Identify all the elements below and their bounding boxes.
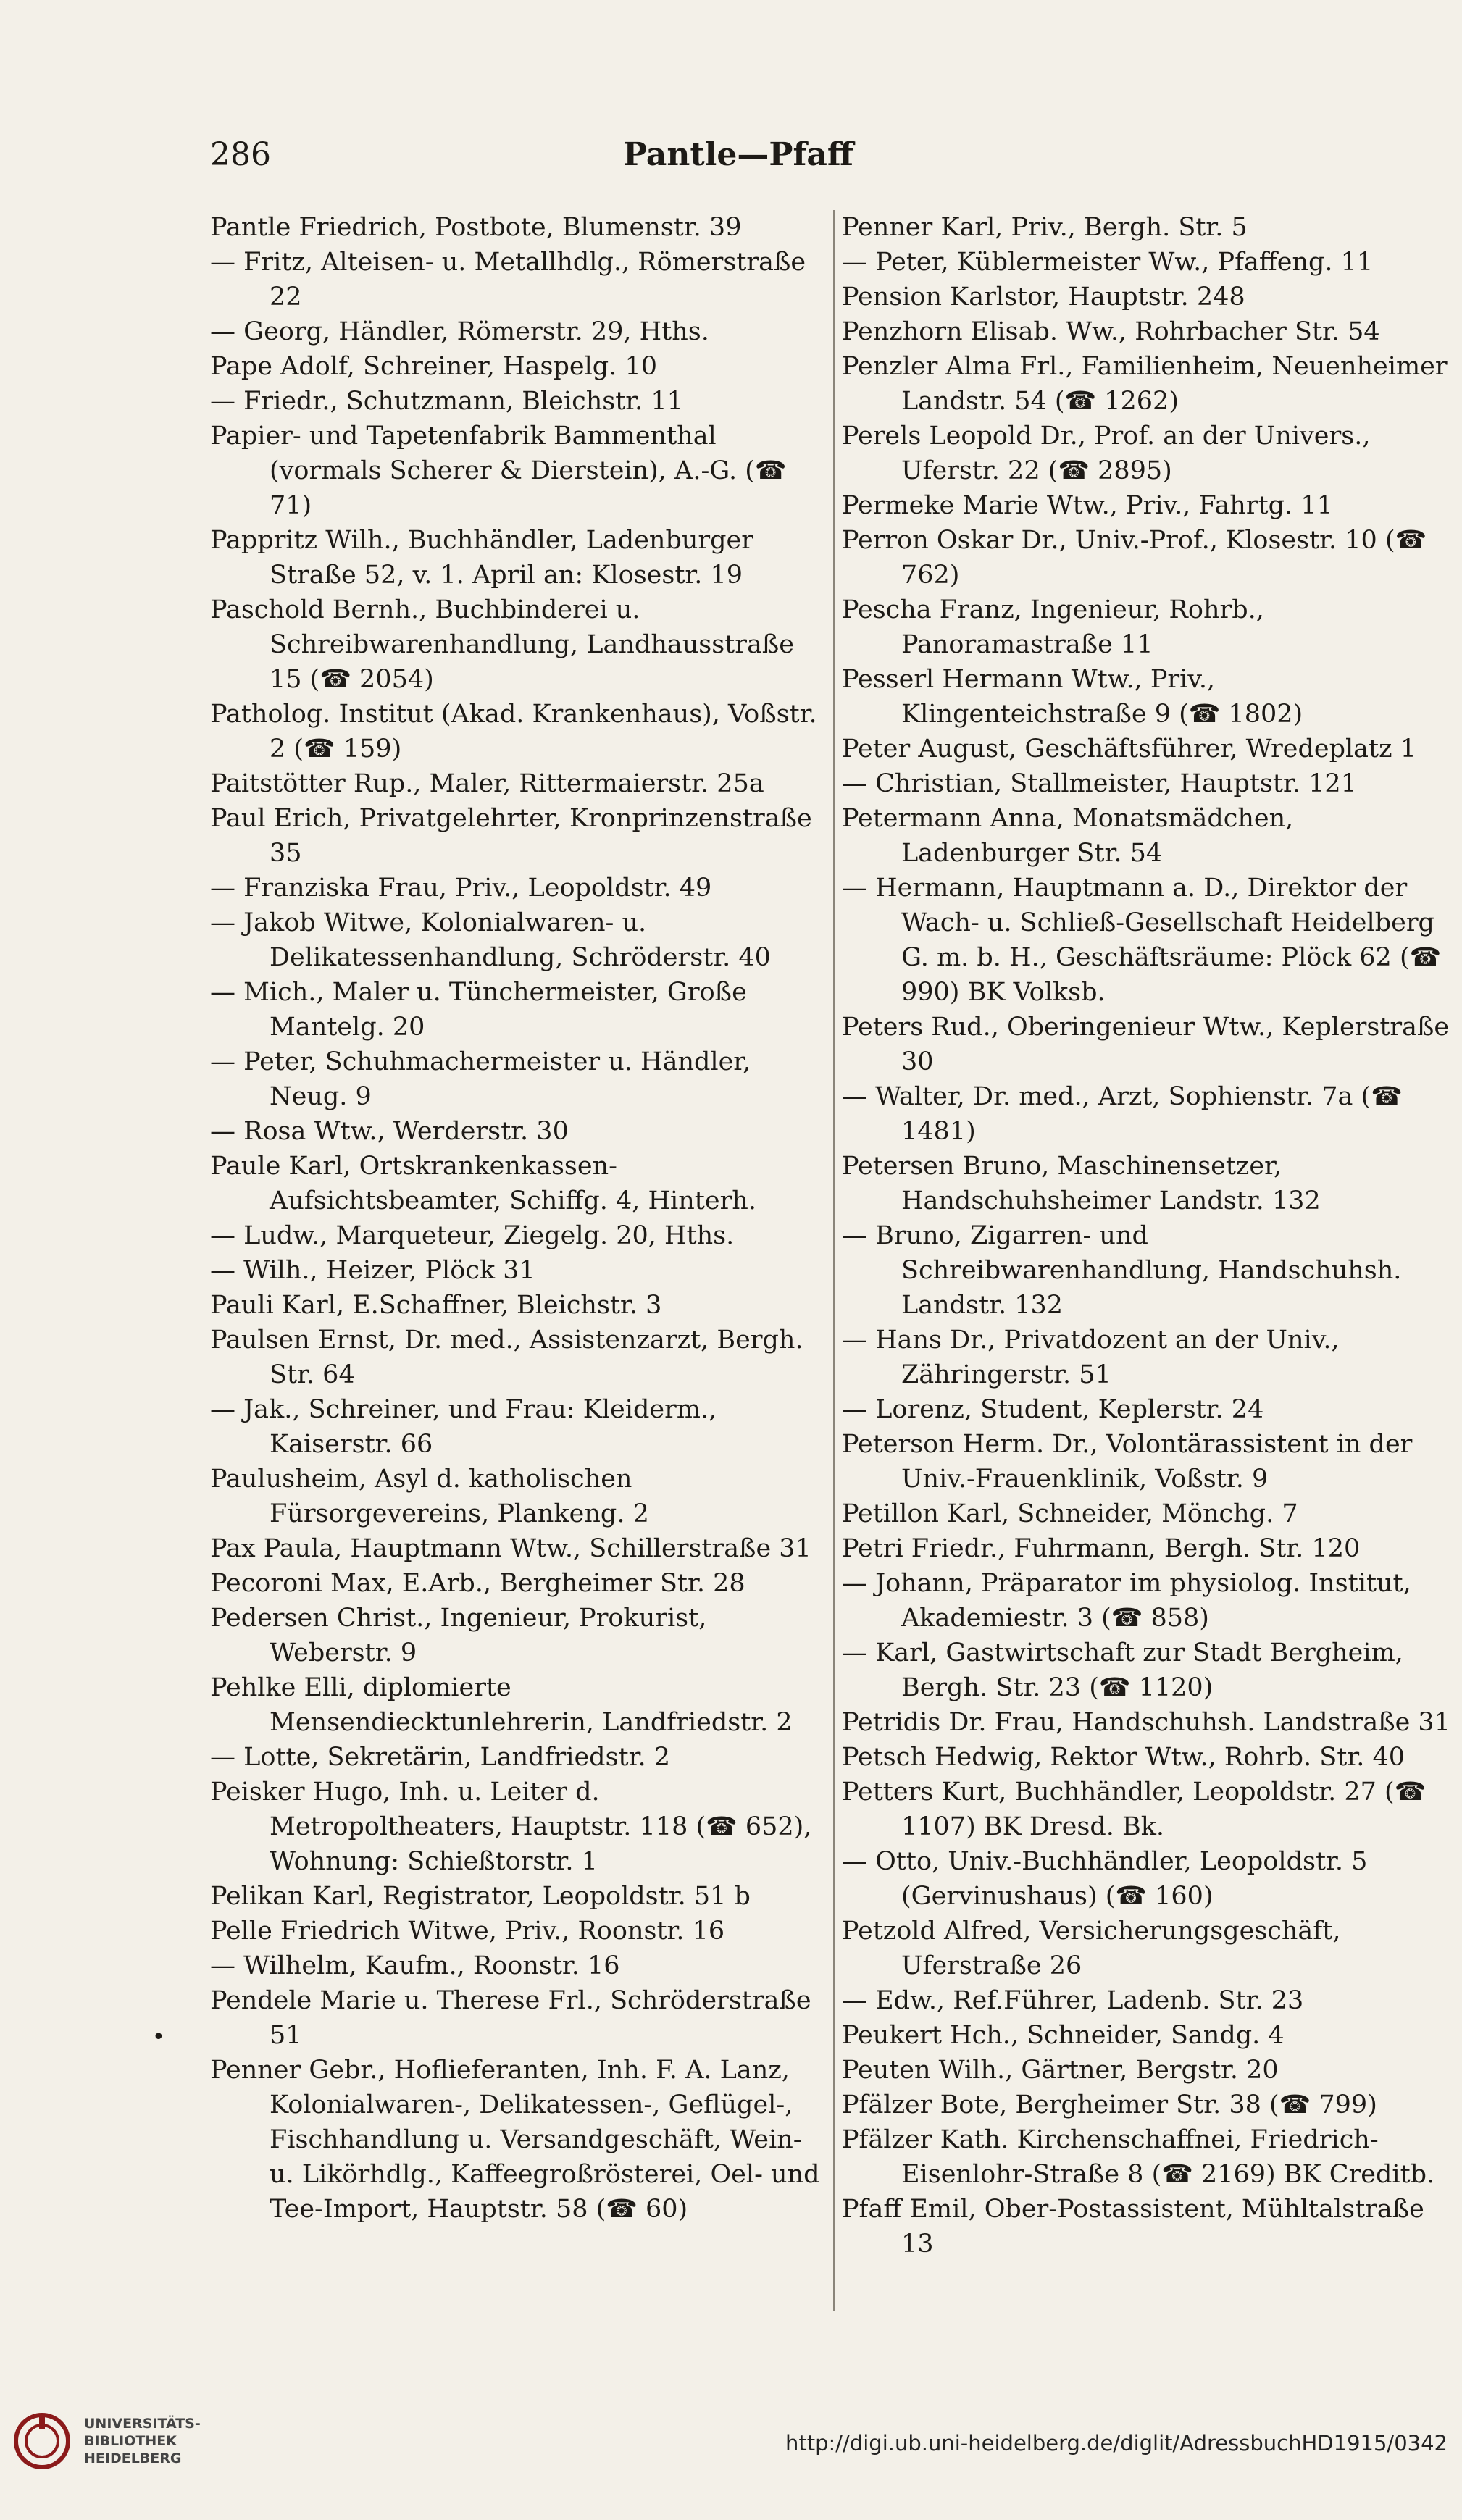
directory-entry: — Wilh., Heizer, Plöck 31 (210, 1256, 535, 1285)
directory-entry: Pecoroni Max, E.Arb., Bergheimer Str. 28 (210, 1569, 745, 1598)
right-column (842, 210, 1450, 2261)
directory-entry: Paitstötter Rup., Maler, Rittermaierstr. 25a (210, 769, 764, 798)
directory-entry: — Karl, Gastwirtschaft zur Stadt Bergheim, Bergh. Str. 23 (☎ 1120) (842, 1638, 1403, 1702)
directory-entry: Paschold Bernh., Buchbinderei u. Schreibwarenhandlung, Landhausstraße 15 (☎ 2054) (210, 595, 794, 694)
directory-entry: Pedersen Christ., Ingenieur, Prokurist, Weberstr. 9 (210, 1604, 707, 1667)
directory-entry: Petridis Dr. Frau, Handschuhsh. Landstraße 31 (842, 1708, 1450, 1737)
directory-entry: — Lotte, Sekretärin, Landfriedstr. 2 (210, 1743, 671, 1772)
directory-entry: — Jak., Schreiner, und Frau: Kleiderm., Kaiserstr. 66 (210, 1395, 717, 1459)
directory-entry: Peterson Herm. Dr., Volontärassistent in der Univ.-Frauenklinik, Voßstr. 9 (842, 1430, 1413, 1494)
directory-entry: — Bruno, Zigarren- und Schreibwarenhandlung, Handschuhsh. Landstr. 132 (842, 1221, 1402, 1320)
library-logo[interactable] (13, 2412, 201, 2470)
directory-entry: — Otto, Univ.-Buchhändler, Leopoldstr. 5 (Gervinushaus) (☎ 160) (842, 1847, 1368, 1911)
directory-entry: — Mich., Maler u. Tünchermeister, Große Mantelg. 20 (210, 978, 747, 1042)
directory-entry: Paulsen Ernst, Dr. med., Assistenzarzt, Bergh. Str. 64 (210, 1326, 803, 1389)
directory-entry: Permeke Marie Wtw., Priv., Fahrtg. 11 (842, 491, 1333, 520)
running-head: Pantle—Pfaff (622, 136, 854, 173)
directory-entry: — Jakob Witwe, Kolonialwaren- u. Delikatessenhandlung, Schröderstr. 40 (210, 908, 771, 972)
directory-entry: — Friedr., Schutzmann, Bleichstr. 11 (210, 387, 683, 416)
library-seal-icon (13, 2412, 71, 2470)
directory-entry: — Hermann, Hauptmann a. D., Direktor der Wach- u. Schließ-Gesellschaft Heidelberg G. m. b. H., Geschäftsräume: Plöck 62 (☎ 990) BK Volksb. (842, 874, 1442, 1007)
directory-entry: Pappritz Wilh., Buchhändler, Ladenburger Straße 52, v. 1. April an: Klosestr. 19 (210, 526, 753, 590)
directory-entry: Peukert Hch., Schneider, Sandg. 4 (842, 2021, 1285, 2050)
directory-entry: Pehlke Elli, diplomierte Mensendiecktunlehrerin, Landfriedstr. 2 (210, 1673, 793, 1737)
directory-entry: Petersen Bruno, Maschinensetzer, Handschuhsheimer Landstr. 132 (842, 1152, 1321, 1215)
directory-entry: Peuten Wilh., Gärtner, Bergstr. 20 (842, 2056, 1279, 2085)
directory-entry: — Peter, Schuhmachermeister u. Händler, Neug. 9 (210, 1047, 751, 1111)
directory-entry: Pelikan Karl, Registrator, Leopoldstr. 51 b (210, 1882, 751, 1911)
directory-entry: Pfaff Emil, Ober-Postassistent, Mühltalstraße 13 (842, 2195, 1424, 2259)
directory-entry: Penner Gebr., Hoflieferanten, Inh. F. A. Lanz, Kolonialwaren-, Delikatessen-, Geflügel-, Fischhandlung u. Versandgeschäft, Wein- u. Likörhdlg., Kaffeegroßrösterei, Oel- und Tee-Import, Hauptstr. 58 (☎ 60) (210, 2056, 820, 2224)
directory-entry: Petri Friedr., Fuhrmann, Bergh. Str. 120 (842, 1534, 1361, 1563)
margin-mark: • (152, 2025, 165, 2050)
directory-entry: Penner Karl, Priv., Bergh. Str. 5 (842, 213, 1248, 242)
directory-entry: Petillon Karl, Schneider, Mönchg. 7 (842, 1499, 1298, 1528)
library-name: UNIVERSITÄTS- BIBLIOTHEK HEIDELBERG (84, 2416, 201, 2466)
directory-entry: Penzler Alma Frl., Familienheim, Neuenheimer Landstr. 54 (☎ 1262) (842, 352, 1448, 416)
directory-entry: Paulusheim, Asyl d. katholischen Fürsorgevereins, Plankeng. 2 (210, 1465, 649, 1528)
directory-entry: Pantle Friedrich, Postbote, Blumenstr. 39 (210, 213, 742, 242)
directory-entry: — Ludw., Marqueteur, Ziegelg. 20, Hths. (210, 1221, 735, 1250)
source-url[interactable]: http://digi.ub.uni-heidelberg.de/diglit/AdressbuchHD1915/0342 (785, 2431, 1448, 2456)
directory-entry: Pfälzer Bote, Bergheimer Str. 38 (☎ 799) (842, 2090, 1377, 2119)
directory-entry: Pension Karlstor, Hauptstr. 248 (842, 282, 1245, 311)
directory-entry: Pelle Friedrich Witwe, Priv., Roonstr. 16 (210, 1917, 725, 1946)
directory-entry: — Lorenz, Student, Keplerstr. 24 (842, 1395, 1264, 1424)
directory-entry: Papier- und Tapetenfabrik Bammenthal (vormals Scherer & Dierstein), A.-G. (☎ 71) (210, 422, 787, 520)
directory-entry: Pape Adolf, Schreiner, Haspelg. 10 (210, 352, 657, 381)
directory-entry: Petzold Alfred, Versicherungsgeschäft, Uferstraße 26 (842, 1917, 1341, 1980)
directory-entry: Pesserl Hermann Wtw., Priv., Klingenteichstraße 9 (☎ 1802) (842, 665, 1303, 729)
directory-entry: — Wilhelm, Kaufm., Roonstr. 16 (210, 1951, 620, 1980)
directory-entry: Patholog. Institut (Akad. Krankenhaus), Voßstr. 2 (☎ 159) (210, 700, 817, 763)
directory-entry: — Franziska Frau, Priv., Leopoldstr. 49 (210, 874, 712, 903)
directory-entry: — Fritz, Alteisen- u. Metallhdlg., Römerstraße 22 (210, 248, 806, 311)
directory-entry: Petermann Anna, Monatsmädchen, Ladenburger Str. 54 (842, 804, 1294, 868)
directory-entry: Petsch Hedwig, Rektor Wtw., Rohrb. Str. 40 (842, 1743, 1405, 1772)
directory-entry: — Hans Dr., Privatdozent an der Univ., Zähringerstr. 51 (842, 1326, 1340, 1389)
directory-entry: Perron Oskar Dr., Univ.-Prof., Klosestr. 10 (☎ 762) (842, 526, 1427, 590)
directory-entry: — Peter, Küblermeister Ww., Pfaffeng. 11 (842, 248, 1374, 277)
directory-entry: — Walter, Dr. med., Arzt, Sophienstr. 7a (☎ 1481) (842, 1082, 1403, 1146)
footer (0, 2412, 1462, 2499)
directory-entry: — Rosa Wtw., Werderstr. 30 (210, 1117, 569, 1146)
directory-entry: — Edw., Ref.Führer, Ladenb. Str. 23 (842, 1986, 1304, 2015)
directory-entry: Pax Paula, Hauptmann Wtw., Schillerstraße 31 (210, 1534, 811, 1563)
directory-entry: Penzhorn Elisab. Ww., Rohrbacher Str. 54 (842, 317, 1380, 346)
directory-entry: — Georg, Händler, Römerstr. 29, Hths. (210, 317, 709, 346)
column-divider (833, 210, 835, 2311)
left-column (210, 210, 826, 2227)
directory-entry: Paul Erich, Privatgelehrter, Kronprinzenstraße 35 (210, 804, 812, 868)
page-header (210, 136, 1266, 180)
directory-entry: Peter August, Geschäftsführer, Wredeplatz 1 (842, 734, 1416, 763)
directory-entry: Pauli Karl, E.Schaffner, Bleichstr. 3 (210, 1291, 662, 1320)
directory-entry: Paule Karl, Ortskrankenkassen-Aufsichtsbeamter, Schiffg. 4, Hinterh. (210, 1152, 756, 1215)
directory-entry: Peisker Hugo, Inh. u. Leiter d. Metropoltheaters, Hauptstr. 118 (☎ 652), Wohnung: Schießtorstr. 1 (210, 1778, 812, 1876)
directory-entry: Perels Leopold Dr., Prof. an der Univers., Uferstr. 22 (☎ 2895) (842, 422, 1371, 485)
directory-entry: Pescha Franz, Ingenieur, Rohrb., Panoramastraße 11 (842, 595, 1264, 659)
directory-entry: Petters Kurt, Buchhändler, Leopoldstr. 27 (☎ 1107) BK Dresd. Bk. (842, 1778, 1427, 1841)
directory-entry: Peters Rud., Oberingenieur Wtw., Keplerstraße 30 (842, 1013, 1450, 1076)
directory-entry: Pfälzer Kath. Kirchenschaffnei, Friedrich-Eisenlohr-Straße 8 (☎ 2169) BK Creditb. (842, 2125, 1435, 2189)
page-number: 286 (210, 136, 271, 173)
directory-entry: — Christian, Stallmeister, Hauptstr. 121 (842, 769, 1357, 798)
directory-entry: Pendele Marie u. Therese Frl., Schröderstraße 51 (210, 1986, 811, 2050)
directory-entry: — Johann, Präparator im physiolog. Institut, Akademiestr. 3 (☎ 858) (842, 1569, 1411, 1633)
